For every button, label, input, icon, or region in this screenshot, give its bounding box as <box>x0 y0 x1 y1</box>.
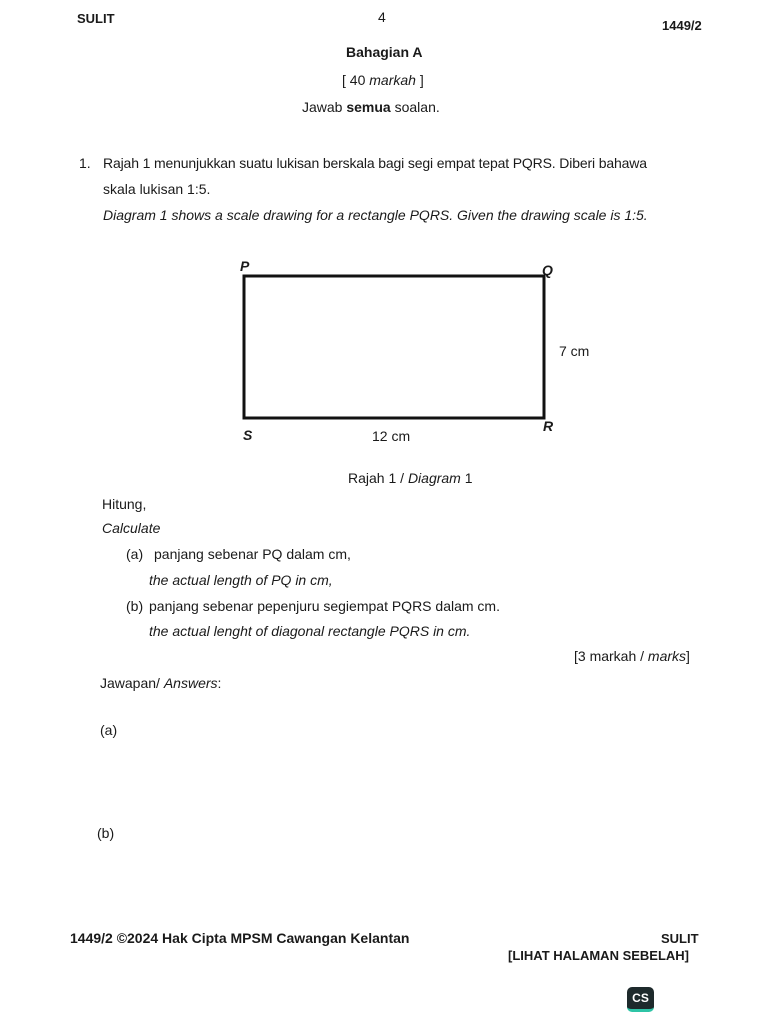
footer-next-page: [LIHAT HALAMAN SEBELAH] <box>508 948 690 963</box>
rectangle-pqrs <box>244 276 544 418</box>
page-number: 4 <box>378 9 386 25</box>
diagram-caption: Rajah 1 / Diagram 1 <box>348 470 473 486</box>
camscanner-logo: CS <box>627 987 654 1012</box>
calculate-english: Calculate <box>102 520 161 536</box>
part-b-label: (b) <box>126 598 144 614</box>
vertex-q-label: Q <box>542 262 553 278</box>
part-a-english: the actual length of PQ in cm, <box>149 572 333 588</box>
vertex-p-label: P <box>240 258 250 274</box>
answer-b-label: (b) <box>97 825 115 841</box>
calculate-malay: Hitung, <box>102 496 147 512</box>
section-instruction: Jawab semua soalan. <box>302 99 440 115</box>
vertex-s-label: S <box>243 427 253 443</box>
header-sulit: SULIT <box>77 11 115 26</box>
footer-sulit: SULIT <box>661 931 699 946</box>
part-a-label: (a) <box>126 546 144 562</box>
part-a-malay: panjang sebenar PQ dalam cm, <box>154 546 351 562</box>
section-title: Bahagian A <box>346 44 423 60</box>
question-english: Diagram 1 shows a scale drawing for a rectangle PQRS. Given the drawing scale is 1:5. <box>103 207 648 223</box>
height-label: 7 cm <box>559 343 590 359</box>
rectangle-pqrs-diagram <box>232 252 612 452</box>
question-malay-line2: skala lukisan 1:5. <box>103 181 211 197</box>
width-label: 12 cm <box>372 428 411 444</box>
question-malay-line1: Rajah 1 menunjukkan suatu lukisan berskala bagi segi empat tepat PQRS. Diberi bahawa <box>103 155 647 171</box>
question-marks: [3 markah / marks] <box>574 648 690 664</box>
answers-heading: Jawapan/ Answers: <box>100 675 222 691</box>
question-number: 1. <box>79 155 91 171</box>
answer-a-label: (a) <box>100 722 118 738</box>
part-b-malay: panjang sebenar pepenjuru segiempat PQRS dalam cm. <box>149 598 500 614</box>
part-b-english: the actual lenght of diagonal rectangle PQRS in cm. <box>149 623 471 639</box>
section-marks: [ 40 markah ] <box>342 72 424 88</box>
footer-copyright: 1449/2 ©2024 Hak Cipta MPSM Cawangan Kelantan <box>70 930 410 946</box>
paper-code: 1449/2 <box>662 18 702 33</box>
vertex-r-label: R <box>543 418 554 434</box>
